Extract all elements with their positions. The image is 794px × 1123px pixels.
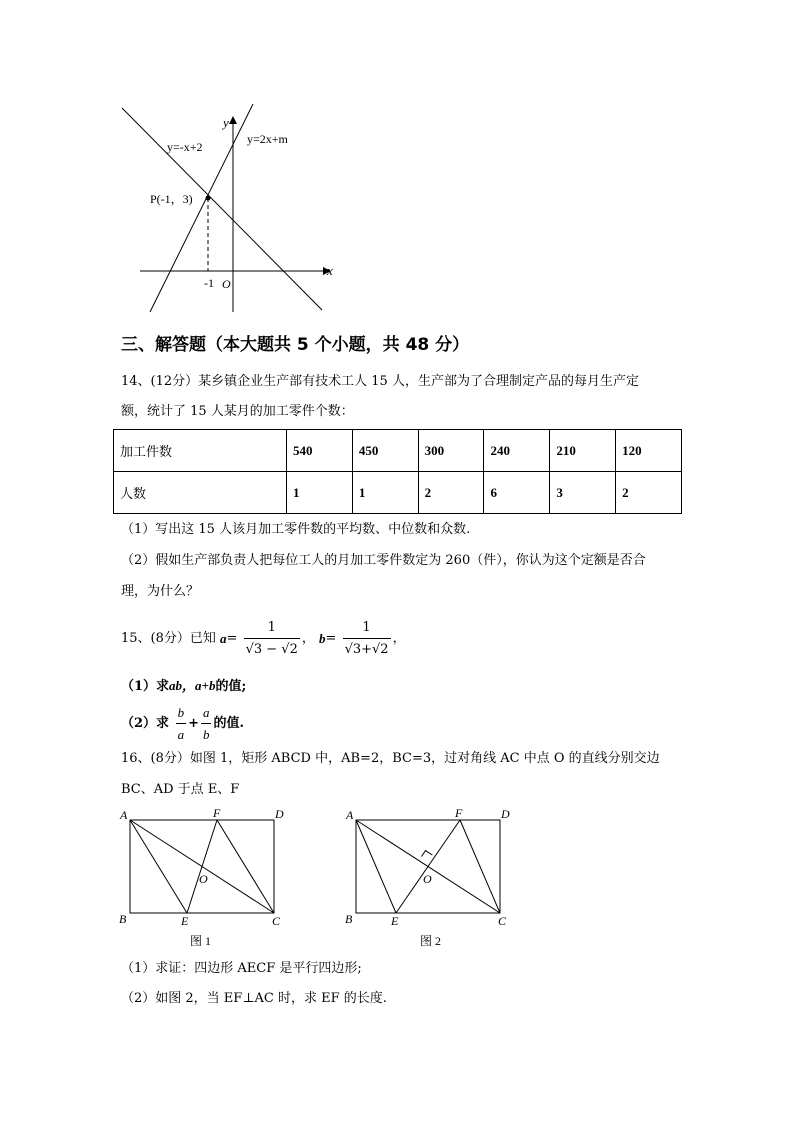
table-row [114,430,682,472]
x-axis-label: x [327,263,333,278]
right-angle-mark [422,851,433,857]
fraction-b-over-a [176,703,187,745]
q15-prefix: 15、(8分）已知 [121,631,216,646]
label-b: B [119,912,127,926]
label-b: B [345,912,353,926]
table-header-cell: 人数 [114,472,287,514]
table-cell: 6 [484,472,550,514]
label-d: D [501,807,510,821]
label-o: O [199,872,208,886]
comma: ， [301,631,315,646]
fraction-a [244,618,300,660]
origin-label: O [222,277,231,291]
q14-line2: 额，统计了 15 人某月的加工零件个数： [121,404,354,419]
figure-1 [115,805,295,950]
label-e: E [181,914,189,928]
label-f: F [455,806,463,820]
label-a: A [120,808,128,822]
q14-part1: （1）写出这 15 人该月加工零件数的平均数、中位数和众数. [121,522,471,537]
table-cell: 210 [550,430,616,472]
fraction-a-denominator: √3 − √2 [244,638,300,660]
line2-label: y=2x+m [247,132,288,146]
var-a: a [220,631,227,646]
line1-label: y=-x+2 [167,140,203,154]
fraction-b [343,618,391,660]
segment-fc [460,820,500,913]
fraction-denominator: b [201,723,212,745]
table-cell: 300 [418,430,484,472]
figure-1-caption: 图 1 [190,934,212,948]
label-e: E [391,914,399,928]
table-row [114,472,682,514]
q16-part2: （2）如图 2，当 EF⊥AC 时，求 EF 的长度. [121,991,387,1006]
segment-ef [187,820,217,913]
q16-line2: BC、AD 于点 E、F [121,782,240,797]
table-header-cell: 加工件数 [114,430,287,472]
fraction-denominator: a [176,723,187,745]
segment-ae [356,820,396,913]
q16-part1: （1）求证：四边形 AECF 是平行四边形; [121,961,362,976]
segment-ef [396,820,460,913]
q15-part1-prefix: （1）求 [121,679,170,694]
point-p [206,196,211,201]
q15-part2 [121,703,244,745]
table-cell: 240 [484,430,550,472]
label-o: O [423,872,432,886]
var-b: b [319,631,326,646]
y-axis-label: y [223,115,229,130]
label-f: F [213,806,221,820]
q14-table [113,429,682,514]
point-label: P(-1，3) [150,192,193,206]
table-cell: 450 [352,430,418,472]
table-cell: 540 [287,430,353,472]
fraction-numerator: b [177,705,185,720]
q15-part1-expr: ab，a+b [169,678,216,693]
label-a: A [346,808,354,822]
fraction-b-denominator: √3+√2 [343,638,391,660]
segment-fc [217,820,274,913]
equals: = [325,631,337,646]
label-c: C [272,914,281,928]
q14-line1: 14、(12分）某乡镇企业生产部有技术工人 15 人，生产部为了合理制定产品的每月生产定 [121,374,639,389]
q15-part2-suffix: 的值. [213,716,245,731]
q14-part2-line2: 理，为什么？ [121,584,200,599]
table-cell: 2 [418,472,484,514]
q15-given [121,618,406,660]
q14-part2-line1: （2）假如生产部负责人把每位工人的月加工零件数定为 260（件），你认为这个定额是否合 [121,553,646,568]
tick-label: -1 [204,276,214,290]
fraction-numerator: a [202,705,210,720]
equals: = [226,631,238,646]
q15-part1 [121,678,246,695]
q15-part1-suffix: 的值; [215,679,247,694]
label-c: C [498,914,507,928]
table-cell: 1 [352,472,418,514]
coordinate-graph [110,100,340,320]
table-cell: 2 [616,472,682,514]
segment-ae [130,820,187,913]
figure-2 [341,805,521,950]
plus-sign: + [188,716,199,731]
line-y-2x-plus-m [150,104,253,312]
end-comma: ， [392,631,406,646]
figure-2-caption: 图 2 [420,934,442,948]
q15-part2-prefix: （2）求 [121,716,170,731]
q16-line1: 16、(8分）如图 1，矩形 ABCD 中，AB=2，BC=3，过对角线 AC 中点 O 的直线分别交边 [121,751,660,766]
table-cell: 1 [287,472,353,514]
table-cell: 3 [550,472,616,514]
table-cell: 120 [616,430,682,472]
section-title: 三、解答题（本大题共 5 个小题，共 48 分） [121,335,470,355]
fraction-a-over-b [201,703,212,745]
label-d: D [275,807,284,821]
fraction-a-numerator: 1 [267,620,276,635]
fraction-b-numerator: 1 [362,620,371,635]
